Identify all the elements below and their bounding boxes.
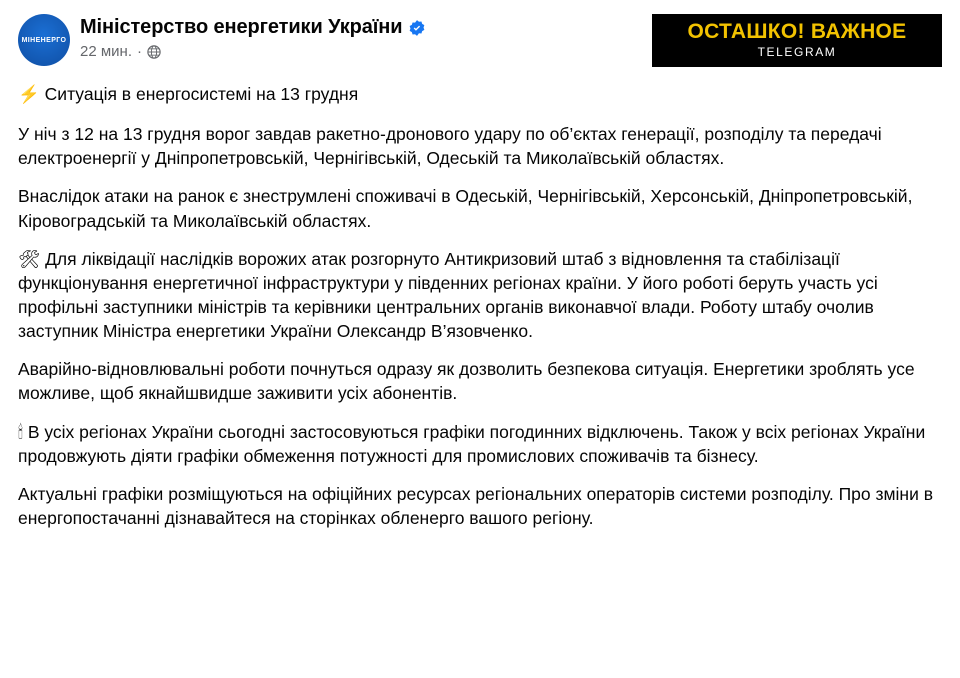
- post-paragraph: ⚡ Ситуація в енергосистемі на 13 грудня: [18, 84, 359, 104]
- verified-badge-icon: [408, 19, 426, 37]
- post-paragraph: 🕯 В усіх регіонах України сьогодні застосовуються графіки погодинних відключень. Також у всіх регіонах України продовжують діяти графіки обмеження потужності для промислових споживачів та бізнесу.: [18, 421, 926, 466]
- globe-icon[interactable]: [147, 45, 161, 59]
- post-paragraph: Актуальні графіки розміщуються на офіційних ресурсах регіональних операторів системи розподілу. Про зміни в енергопостачанні дізнавайтеся на сторінках обленерго вашого регіону.: [18, 483, 934, 528]
- post-header-text: [80, 14, 426, 60]
- avatar[interactable]: [18, 14, 70, 66]
- post-body: [18, 82, 942, 530]
- banner-subtitle: TELEGRAM: [757, 45, 837, 60]
- post-meta: [80, 43, 426, 60]
- post-paragraph: 🛠 Для ліквідації наслідків ворожих атак розгорнуто Антикризовий штаб з відновлення та стабілізації функціонування енергетичної інфраструктури у південних регіонах країни. У його роботі беруть участь усі профільні заступники міністрів та керівники центральних органів виконавчої влади. Роботу штабу очолив заступник Міністра енергетики України Олександр В’язовченко.: [18, 248, 878, 342]
- telegram-watermark-banner: [652, 14, 942, 67]
- banner-title: ОСТАШКО! ВАЖНОЕ: [687, 20, 907, 43]
- post-timestamp[interactable]: 22 мин.: [80, 43, 132, 60]
- meta-separator: ·: [137, 43, 142, 60]
- page-title[interactable]: Міністерство енергетики України: [80, 16, 403, 38]
- post-paragraph: Внаслідок атаки на ранок є знеструмлені споживачі в Одеській, Чернігівській, Херсонській, Дніпропетровській, Кіровоградській та Миколаївській областях.: [18, 186, 913, 231]
- avatar-label: МІНЕНЕРГО: [21, 36, 67, 44]
- post-paragraph: Аварійно-відновлювальні роботи почнуться одразу як дозволить безпекова ситуація. Енергетики зроблять усе можливе, щоб якнайшвидше заживити усіх абонентів.: [18, 359, 915, 404]
- post-paragraph: У ніч з 12 на 13 грудня ворог завдав ракетно-дронового удару по об’єктах генерації, розподілу та передачі електроенергії у Дніпропетровській, Чернігівській, Одеській та Миколаївській областях.: [18, 124, 882, 169]
- page-name-row: [80, 16, 426, 39]
